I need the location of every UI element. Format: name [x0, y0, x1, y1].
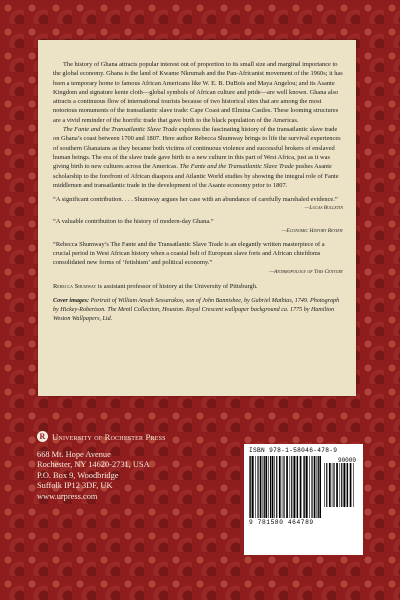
blurb-paragraph-2: The Fante and the Transatlantic Slave Trade explores the fascinating history of the transatlantic slave trade on Ghana’s coast between 1700 and 1807. Here author Rebecca Shumway brings to life the survival experiences of southern Ghanaians as they became both victims of continuous violence and successful brokers of enslaved human beings. The era of the slave trade gave birth to a new culture in this part of West Africa, just as it was giving birth to new cultures across the Americas. The Fante and the Transatlantic Slave Trade pushes Asante scholarship to the forefront of African diaspora and Atlantic World studies by showing the integral role of Fante middlemen and transatlantic trade in the development of the Asante economy prior to 1807. — [53, 126, 341, 189]
barcode-digits: 9 781580 464789 — [249, 519, 314, 526]
book-title-italic: The Fante and the Transatlantic Slave Trade — [63, 126, 178, 134]
cover-image-credit: Cover images: Portrait of William Ansah Sessarakoo, son of John Bannishee, by Gabriel Mathias, 1749. Photograph by Hickey-Robertson. The Menil Collection, Houston. Royal Crescent wallpaper background ca. 1775 by Hamilton Weston Wallpapers, Ltd. — [53, 298, 340, 323]
review-source: —Lucas Bulletin — [304, 205, 343, 212]
blurb-paragraph-1: The history of Ghana attracts popular interest out of proportion to its small size and marginal importance to the global economy. Ghana is the land of Kwame Nkrumah and the Pan-Africanist movement of the 1960s; it has been a temporary home to famous African Americans like W. E. B. DuBois and Maya Angelou; and its Asante Kingdom and signature kente cloth—global symbols of African culture and pride—are well known. Ghana also attracts a continuous flow of international tourists because of two historical sites that are among the most notorious monuments of the transatlantic slave trade: Cape Coast and Elmina Castles. These looming structures are a vivid reminder of the horrific trade that gave birth to the black population of the Americas. — [53, 61, 343, 124]
barcode-addon-bars-icon — [324, 463, 354, 507]
isbn-barcode — [244, 444, 363, 555]
publisher-block — [37, 431, 166, 502]
address-line: Rochester, NY 14620-2731, USA — [37, 460, 150, 470]
review-source: —Economic History Review — [281, 227, 343, 234]
publisher-website: www.urpress.com — [37, 491, 98, 501]
publisher-logo-icon: R — [37, 431, 48, 442]
review-quote-2: “A valuable contribution to the history of modern-day Ghana.” —Economic History Review — [53, 218, 343, 234]
address-line: Suffolk IP12 3DF, UK — [37, 481, 113, 491]
address-line: 668 Mt. Hope Avenue — [37, 450, 111, 459]
barcode-addon-number: 90000 — [337, 457, 356, 464]
review-quote-1: “A significant contribution. . . . Shumway argues her case with an abundance of carefully marshaled evidence.” —Lucas Bulletin — [53, 196, 343, 212]
book-title-italic: The Fante and the Transatlantic Slave Trade — [179, 163, 294, 171]
publisher-heading — [37, 431, 166, 442]
publisher-name: University of Rochester Press — [52, 431, 166, 442]
publisher-address — [37, 450, 166, 502]
review-quote-3: “Rebecca Shumway’s The Fante and the Transatlantic Slave Trade is an elegantly written masterpiece of a crucial period in West African history when a coastal belt of European slave forts and African chiefdoms consolidated new forms of ‘fetishism’ and political economy.” —Anthropology of This Century — [53, 240, 343, 275]
address-line: P.O. Box 9, Woodbridge — [37, 470, 119, 480]
isbn-number: ISBN 978-1-58046-478-9 — [249, 447, 338, 454]
barcode-bars-icon — [249, 456, 321, 518]
author-bio: Rebecca Shumway is assistant professor of history at the University of Pittsburgh. — [53, 282, 258, 290]
review-source: —Anthropology of This Century — [269, 268, 343, 275]
back-cover-text-panel — [38, 40, 356, 396]
